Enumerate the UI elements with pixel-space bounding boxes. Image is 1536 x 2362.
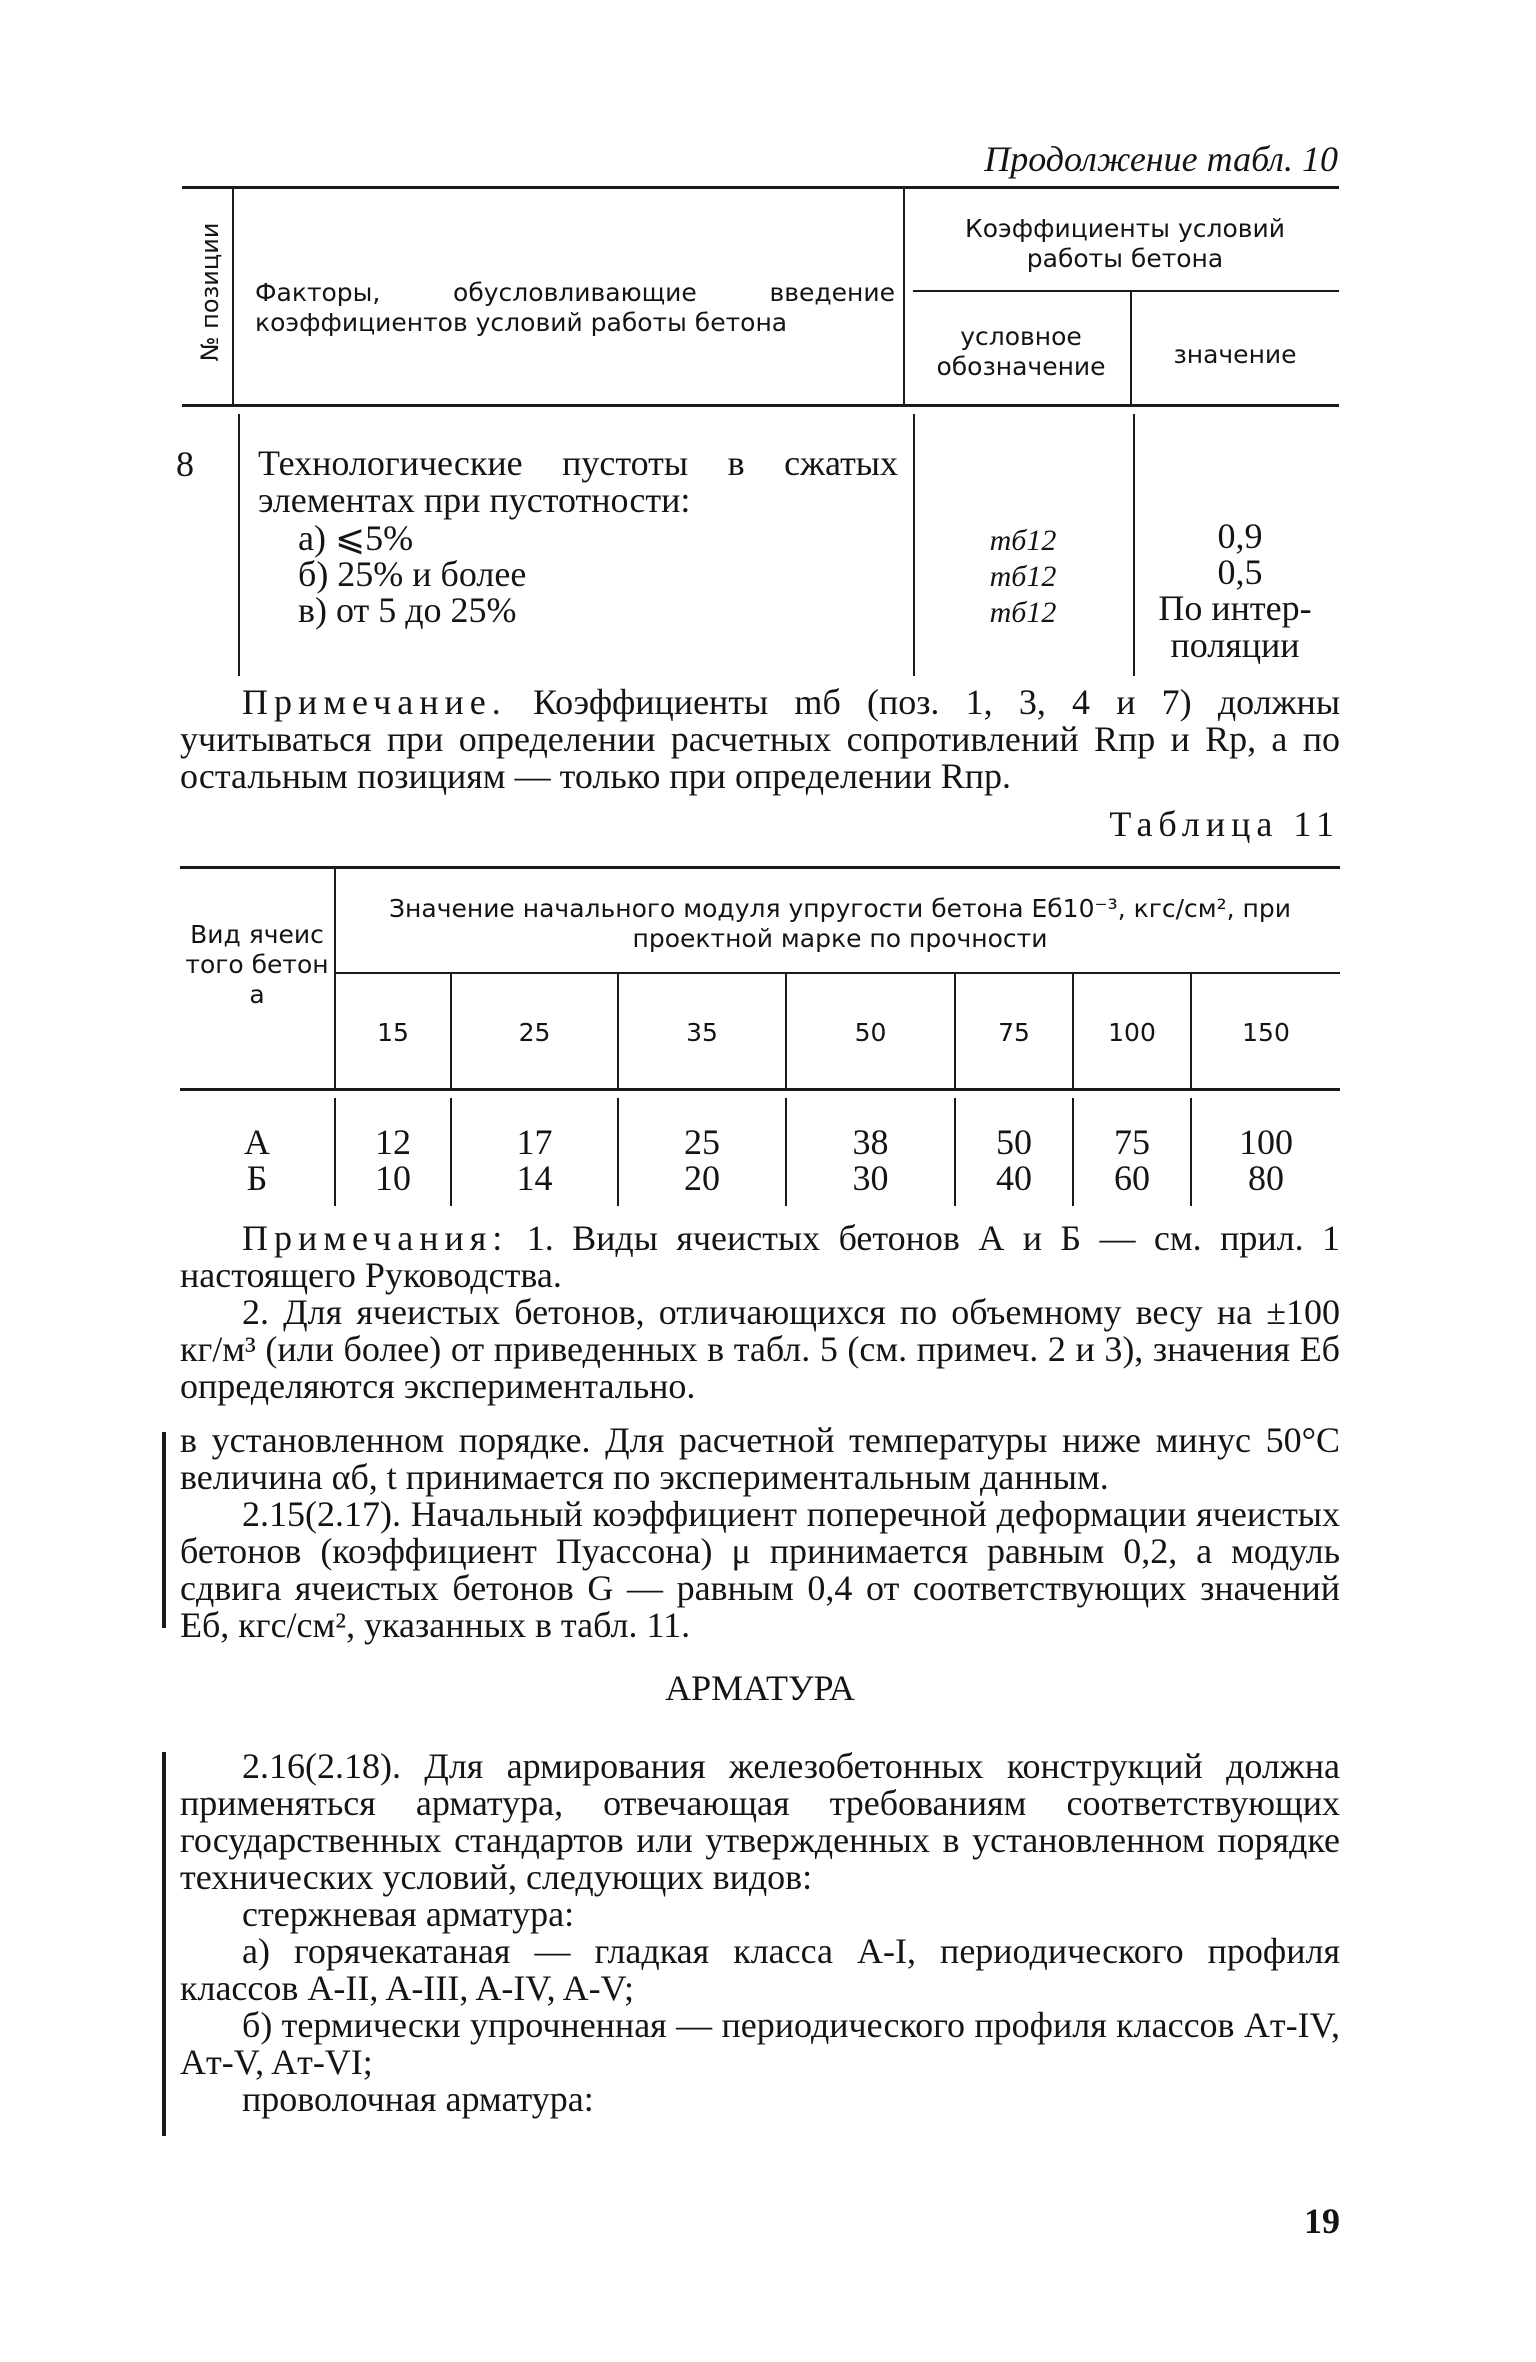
change-bar [162, 1752, 166, 2136]
grade-cell: 15 [377, 1018, 409, 1047]
concrete-kind-header: Вид ячеистого бетона [185, 920, 329, 1009]
grade-cell: 100 [1108, 1018, 1156, 1047]
coefficient-symbol: mб12 [989, 560, 1057, 593]
table-11-caption: Таблица 11 [1109, 804, 1340, 844]
concrete-kind: Б [246, 1158, 268, 1198]
list-item: б) термически упрочненная — периодического профиля классов Aт-IV, Aт-V, Aт-VI; [180, 2005, 1340, 2082]
grade-cell: 35 [686, 1018, 718, 1047]
modulus-cell: 12 [375, 1122, 411, 1162]
modulus-cell: 40 [996, 1158, 1032, 1198]
section-title: АРМАТУРА [665, 1668, 855, 1708]
factor-item: б) 25% и более [298, 554, 527, 594]
change-bar [162, 1432, 166, 1628]
modulus-cell: 25 [684, 1122, 720, 1162]
modulus-cell: 60 [1114, 1158, 1150, 1198]
grade-cell: 25 [518, 1018, 551, 1047]
modulus-cell: 38 [852, 1122, 889, 1162]
paragraph: в установленном порядке. Для расчетной температуры ниже минус 50°С величина αб, t принимается по экспериментальным данным. [180, 1420, 1340, 1497]
modulus-cell: 50 [996, 1122, 1032, 1162]
table-11-notes: Примечания: 1. Виды ячеистых бетонов А и Б — см. прил. 1 настоящего Руководства. 2. Для ячеистых бетонов, отличающихся по объемному весу на ±100 кг/м³ (или более) от приведенных в табл. 5 (см. примеч. 2 и 3), значения Eб определяются экспериментально. [180, 1218, 1341, 1406]
value-header: значение [1173, 340, 1297, 369]
list-item: стержневая арматура: [242, 1894, 575, 1934]
grade-cell: 150 [1242, 1018, 1290, 1047]
factors-header: Факторы, обусловливающие введение коэффициентов условий работы бетона [255, 278, 895, 337]
coefficient-symbol: mб12 [989, 524, 1057, 557]
coefficient-symbol: mб12 [989, 596, 1057, 629]
concrete-kind: А [244, 1122, 270, 1162]
coefficient-value: 0,5 [1217, 552, 1263, 592]
grade-cell: 75 [998, 1018, 1030, 1047]
paragraph-2-15: 2.15(2.17). Начальный коэффициент поперечной деформации ячеистых бетонов (коэффициент Пуассона) μ принимается равным 0,2, а модуль сдвига ячеистых бетонов G — равным 0,4 от соответствующих значений Eб, кгс/см², указанных в табл. 11. [180, 1494, 1340, 1645]
reinforcement-list [180, 1896, 1340, 2118]
elastic-modulus-header: Значение начального модуля упругости бетона Eб10⁻³, кгс/см², при проектной марке по прочности [389, 894, 1291, 953]
symbol-header: условное обозначение [936, 322, 1106, 381]
list-item: а) горячекатаная — гладкая класса A-I, периодического профиля классов A-II, A-III, A-IV, A-V; [180, 1931, 1340, 2008]
modulus-cell: 100 [1239, 1122, 1293, 1162]
factor-item: а) ⩽5% [298, 518, 414, 558]
modulus-cell: 75 [1114, 1122, 1150, 1162]
table-10-note: Примечание. Коэффициенты mб (поз. 1, 3, 4 и 7) должны учитываться при определении расчетных сопротивлений Rпр и Rр, а по остальным позициям — только при определении Rпр. [180, 682, 1341, 796]
coefficient-value: По интер-поляции [1158, 588, 1312, 665]
list-item: проволочная арматура: [242, 2079, 594, 2119]
modulus-cell: 80 [1248, 1158, 1284, 1198]
table-continuation-caption: Продолжение табл. 10 [984, 139, 1338, 179]
grade-cell: 50 [854, 1018, 887, 1047]
modulus-cell: 14 [516, 1158, 553, 1198]
page-number: 19 [1304, 2201, 1340, 2241]
paragraph-2-16: 2.16(2.18). Для армирования железобетонных конструкций должна применяться арматура, отвечающая требованиям соответствующих государственных стандартов или утвержденных в установленном порядке технических условий, следующих видов: [180, 1746, 1340, 1897]
position-number: 8 [176, 444, 194, 484]
factor-title: Технологические пустоты в сжатых элементах при пустотности: [258, 443, 898, 520]
position-number-header: № позиции [196, 222, 224, 362]
modulus-cell: 17 [516, 1122, 553, 1162]
factor-item: в) от 5 до 25% [298, 590, 517, 630]
modulus-cell: 30 [852, 1158, 889, 1198]
coefficient-value: 0,9 [1217, 516, 1263, 556]
coefficients-header: Коэффициенты условий работы бетона [964, 214, 1286, 273]
modulus-cell: 20 [684, 1158, 720, 1198]
modulus-cell: 10 [375, 1158, 411, 1198]
